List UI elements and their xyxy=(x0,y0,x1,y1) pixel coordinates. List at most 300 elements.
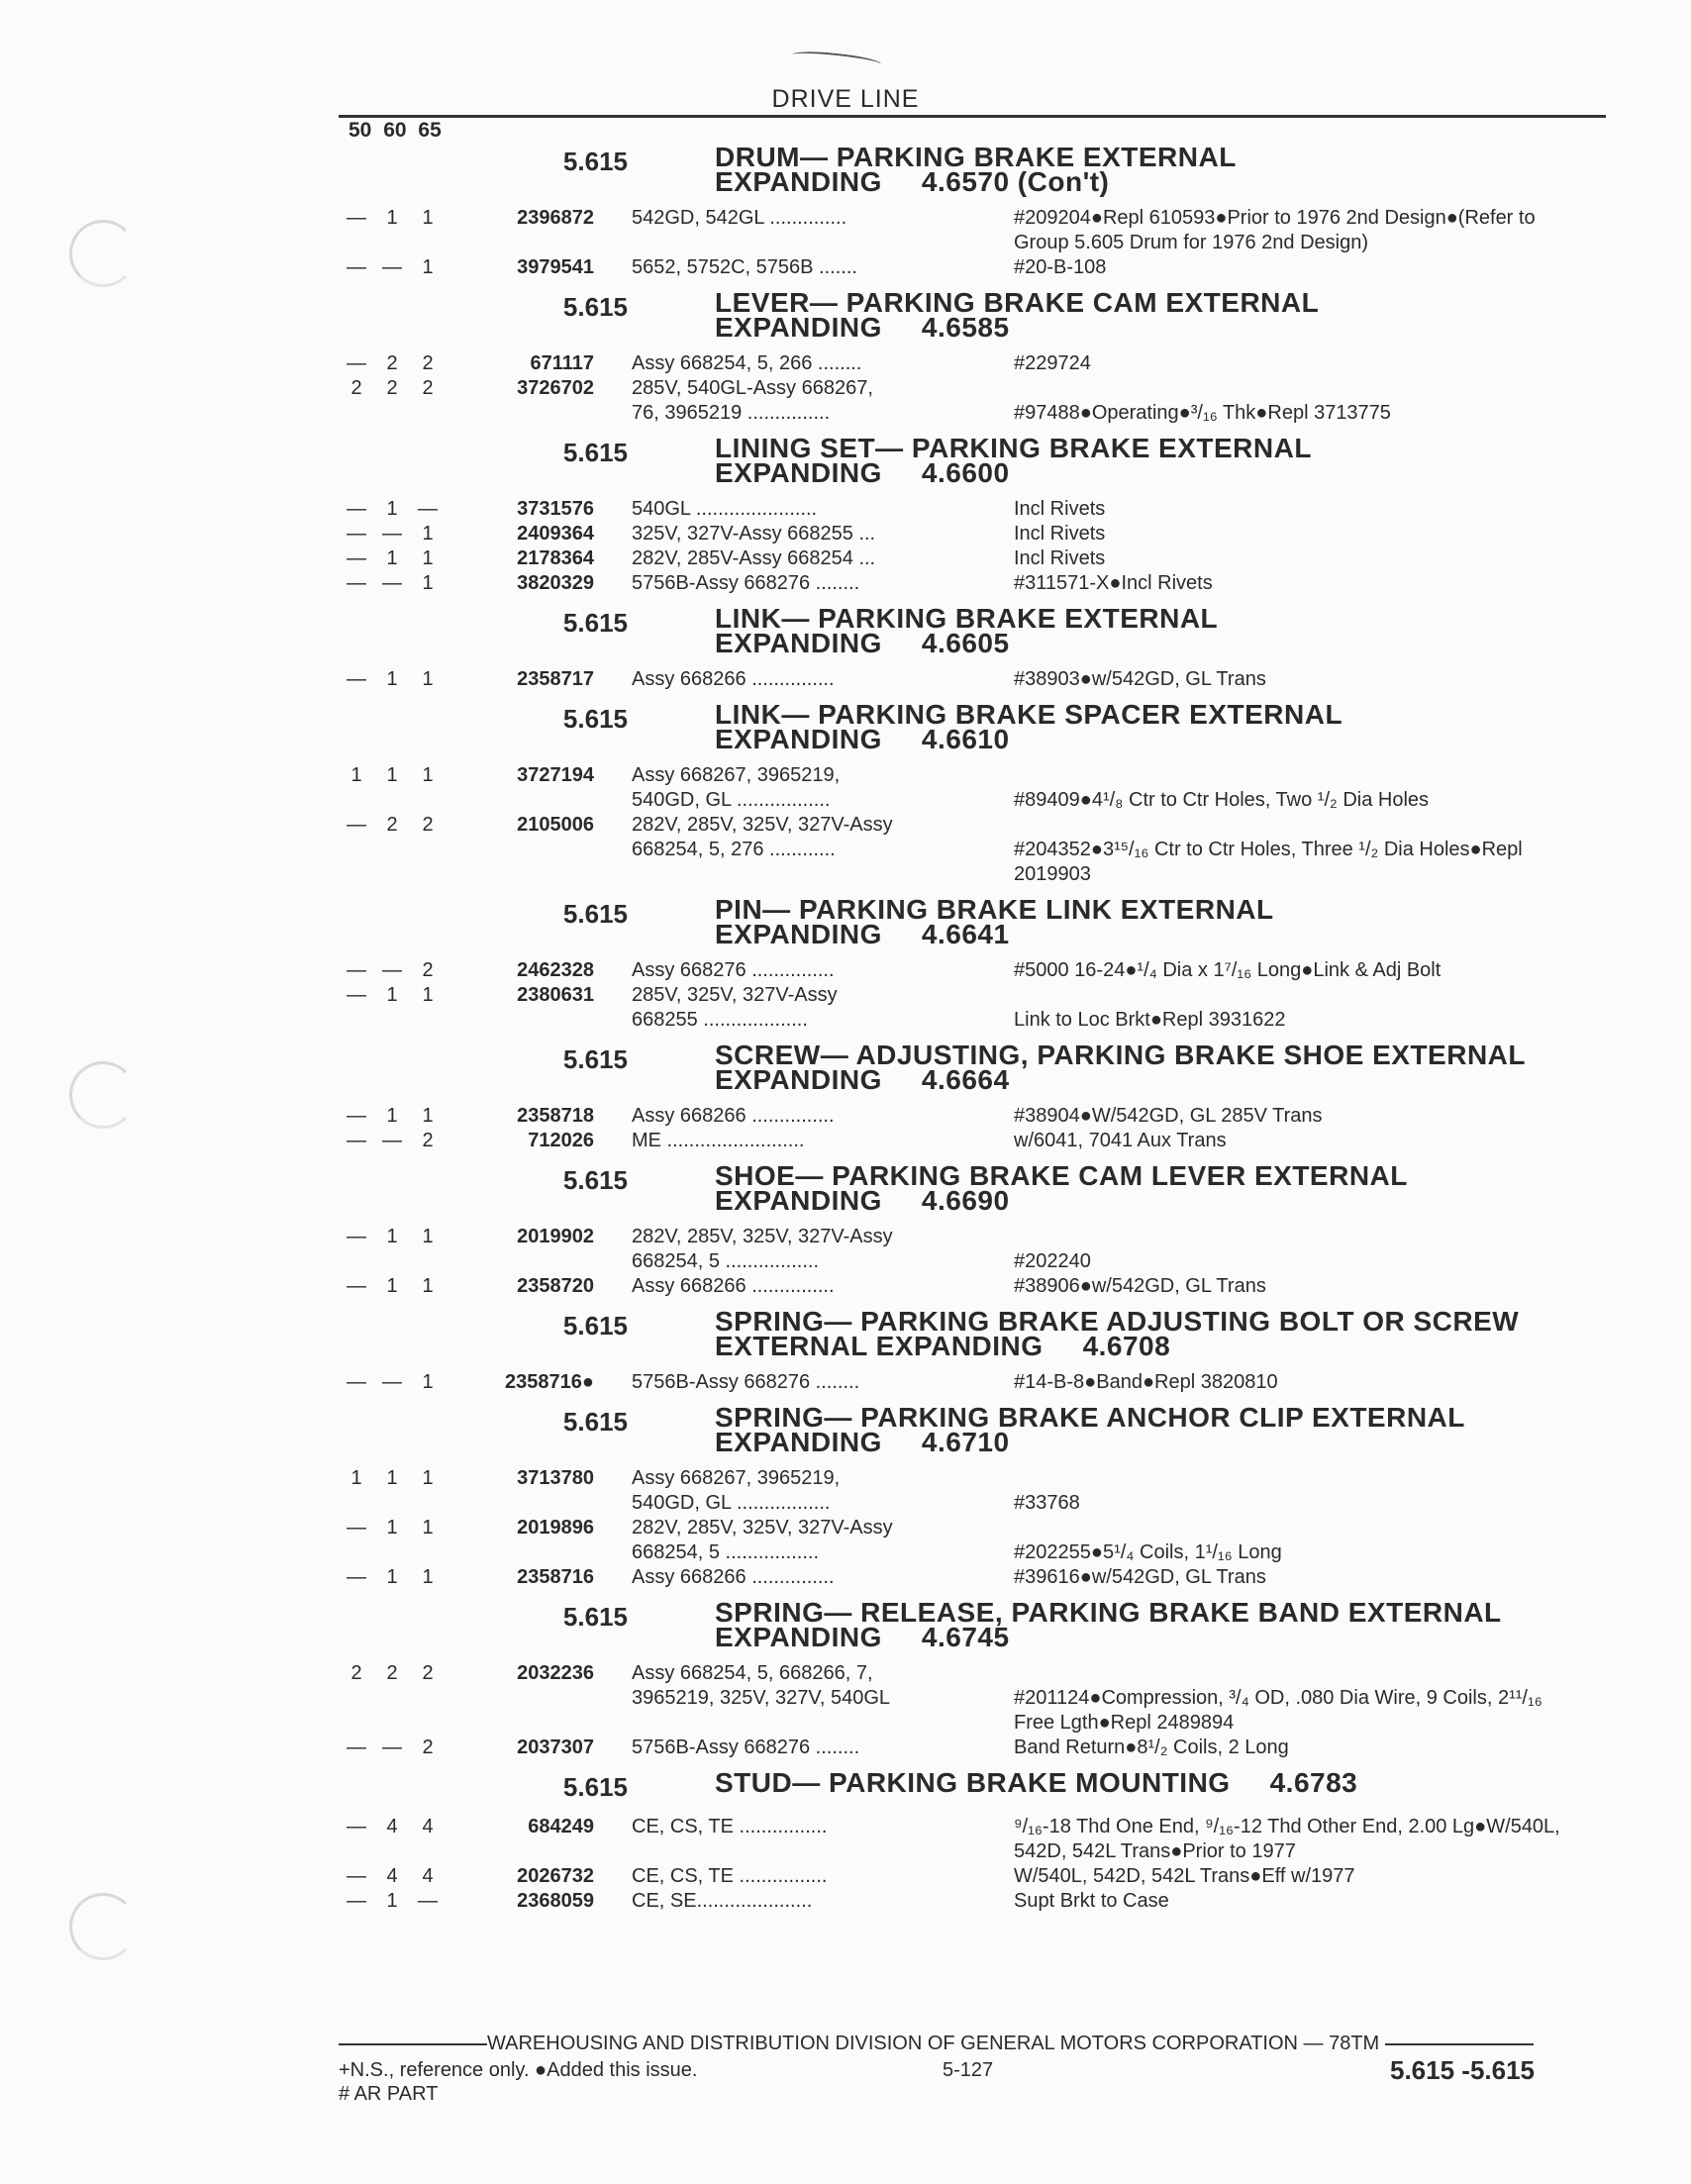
description: #201124●Compression, ³/₄ OD, .080 Dia Wire, 9 Coils, 2¹¹/₁₆ Free Lgth●Repl 2489894 xyxy=(1014,1687,1542,1734)
qty-65: 1 xyxy=(422,572,434,594)
parts-section xyxy=(339,287,1616,426)
part-row xyxy=(339,763,1616,813)
section-title-line1: DRUM— PARKING BRAKE EXTERNAL xyxy=(715,142,1237,172)
qty-50: — xyxy=(347,1371,366,1393)
description: #202240 xyxy=(1014,1250,1091,1272)
section-title-line1: LINK— PARKING BRAKE EXTERNAL xyxy=(715,603,1219,634)
qty-50: — xyxy=(347,1226,366,1247)
application: 282V, 285V-Assy 668254 ... xyxy=(632,547,876,569)
part-number: 2032236 xyxy=(517,1662,594,1684)
group-number: 5.615 xyxy=(562,1044,628,1074)
qty-50: — xyxy=(347,984,366,1006)
part-number: 2368059 xyxy=(517,1890,594,1912)
qty-65: 2 xyxy=(422,1662,434,1684)
part-row xyxy=(339,1661,1616,1736)
illustration-ref: 4.6610 xyxy=(921,724,1010,754)
parts-rows xyxy=(339,351,1616,426)
part-row xyxy=(339,1129,1616,1153)
qty-60: 1 xyxy=(386,984,398,1006)
parts-rows xyxy=(339,958,1616,1033)
section-title-line1: PIN— PARKING BRAKE LINK EXTERNAL xyxy=(715,894,1274,925)
section-title-line2 xyxy=(715,457,1312,488)
part-row xyxy=(339,1274,1616,1299)
section-title xyxy=(715,603,1219,658)
qty-65: 4 xyxy=(422,1865,434,1887)
section-header xyxy=(339,1306,1616,1361)
qty-60: 1 xyxy=(386,1467,398,1489)
part-row xyxy=(339,1889,1616,1914)
qty-60: 1 xyxy=(386,764,398,786)
section-title-line1: LINK— PARKING BRAKE SPACER EXTERNAL xyxy=(715,699,1343,730)
part-number: 2358717 xyxy=(517,668,594,690)
description: #97488●Operating●³/₁₆ Thk●Repl 3713775 xyxy=(1014,402,1391,424)
parts-rows xyxy=(339,1225,1616,1299)
section-title-line2-text: EXPANDING xyxy=(715,457,882,488)
part-row xyxy=(339,813,1616,887)
group-number: 5.615 xyxy=(562,147,628,176)
section-title-line1: SPRING— PARKING BRAKE ADJUSTING BOLT OR SCREW xyxy=(715,1306,1520,1337)
section-title-line2-text: EXPANDING xyxy=(715,1427,882,1457)
qty-60: 1 xyxy=(386,547,398,569)
description: #209204●Repl 610593●Prior to 1976 2nd Design●(Refer to Group 5.605 Drum for 1976 2nd Design) xyxy=(1014,207,1542,253)
part-row xyxy=(339,1516,1616,1565)
illustration-ref: 4.6570 (Con't) xyxy=(921,166,1110,197)
qty-50: — xyxy=(347,1275,366,1297)
illustration-ref: 4.6690 xyxy=(921,1185,1010,1216)
footer-rule-left xyxy=(339,2043,487,2045)
qty-65: — xyxy=(418,498,438,520)
parts-rows xyxy=(339,206,1616,280)
qty-50: — xyxy=(347,523,366,545)
illustration-ref: 4.6664 xyxy=(921,1064,1010,1095)
section-title-line2-text: EXPANDING xyxy=(715,724,882,754)
footer-note-ns: +N.S., reference only. ●Added this issue. xyxy=(339,2059,698,2081)
part-number: 2019902 xyxy=(517,1226,594,1247)
part-number: 2358716● xyxy=(505,1371,594,1393)
parts-section xyxy=(339,1767,1616,1914)
illustration-ref: 4.6600 xyxy=(921,457,1010,488)
qty-60: 2 xyxy=(386,352,398,374)
illustration-ref: 4.6708 xyxy=(1082,1331,1171,1361)
illustration-ref: 4.6585 xyxy=(921,312,1010,343)
qty-65: 1 xyxy=(422,1467,434,1489)
description: #5000 16-24●¹/₄ Dia x 1⁷/₁₆ Long●Link & Adj Bolt xyxy=(1014,959,1442,981)
application: CE, CS, TE ................ xyxy=(632,1865,828,1887)
section-header xyxy=(339,433,1616,488)
qty-65: 1 xyxy=(422,1371,434,1393)
part-row xyxy=(339,1815,1616,1864)
section-title-line2 xyxy=(715,1064,1526,1095)
section-title-line1: LINING SET— PARKING BRAKE EXTERNAL xyxy=(715,433,1312,463)
description: #39616●w/542GD, GL Trans xyxy=(1014,1566,1266,1588)
qty-60: — xyxy=(382,1737,402,1758)
qty-50: — xyxy=(347,256,366,278)
section-header xyxy=(339,287,1616,343)
description: #38906●w/542GD, GL Trans xyxy=(1014,1275,1266,1297)
qty-65: 1 xyxy=(422,1275,434,1297)
page-title: DRIVE LINE xyxy=(771,85,920,113)
illustration-ref: 4.6745 xyxy=(921,1622,1010,1652)
binder-hole xyxy=(69,220,137,287)
description: Link to Loc Brkt●Repl 3931622 xyxy=(1014,1009,1286,1031)
footer-note-ar: # AR PART xyxy=(339,2083,439,2105)
part-row xyxy=(339,1565,1616,1590)
group-number: 5.615 xyxy=(562,608,628,638)
illustration-ref: 4.6605 xyxy=(921,628,1010,658)
section-title-line2-text: EXPANDING xyxy=(715,919,882,949)
description: #20-B-108 xyxy=(1014,256,1107,278)
qty-50: — xyxy=(347,1865,366,1887)
part-number: 2409364 xyxy=(517,523,594,545)
part-number: 3727194 xyxy=(517,764,594,786)
description: #202255●5¹/₄ Coils, 1¹/₁₆ Long xyxy=(1014,1541,1282,1563)
parts-rows xyxy=(339,1466,1616,1590)
parts-section xyxy=(339,142,1616,280)
part-row xyxy=(339,571,1616,596)
part-row xyxy=(339,1864,1616,1889)
description: #14-B-8●Band●Repl 3820810 xyxy=(1014,1371,1278,1393)
part-row xyxy=(339,351,1616,376)
application: 325V, 327V-Assy 668255 ... xyxy=(632,523,876,545)
parts-rows xyxy=(339,497,1616,596)
part-row xyxy=(339,522,1616,546)
section-title-line2 xyxy=(715,1622,1502,1652)
qty-60: — xyxy=(382,256,402,278)
parts-section xyxy=(339,1306,1616,1395)
part-row xyxy=(339,497,1616,522)
part-number: 3979541 xyxy=(517,256,594,278)
section-title-line1: SPRING— RELEASE, PARKING BRAKE BAND EXTERNAL xyxy=(715,1597,1502,1628)
qty-60: — xyxy=(382,572,402,594)
qty-65: 1 xyxy=(422,984,434,1006)
part-row xyxy=(339,1225,1616,1274)
section-title xyxy=(715,433,1312,488)
qty-60: 4 xyxy=(386,1816,398,1837)
parts-section xyxy=(339,1160,1616,1299)
application: Assy 668266 ............... xyxy=(632,1566,835,1588)
section-title xyxy=(715,287,1320,343)
parts-list xyxy=(339,142,1616,1924)
qty-60: — xyxy=(382,1371,402,1393)
qty-65: 2 xyxy=(422,814,434,836)
binder-hole xyxy=(69,1061,137,1129)
qty-50: — xyxy=(347,959,366,981)
group-number: 5.615 xyxy=(562,1602,628,1632)
qty-50: — xyxy=(347,547,366,569)
qty-60: 1 xyxy=(386,1517,398,1539)
group-number: 5.615 xyxy=(562,1165,628,1195)
section-title-line2-text: EXTERNAL EXPANDING xyxy=(715,1331,1044,1361)
section-title xyxy=(715,142,1237,197)
part-number: 2105006 xyxy=(517,814,594,836)
qty-50: — xyxy=(347,1517,366,1539)
part-number: 684249 xyxy=(528,1816,594,1837)
section-header xyxy=(339,1767,1616,1803)
qty-50: 1 xyxy=(350,1467,362,1489)
qty-65: 1 xyxy=(422,1566,434,1588)
part-number: 712026 xyxy=(528,1130,594,1151)
qty-50: — xyxy=(347,1816,366,1837)
qty-50: — xyxy=(347,668,366,690)
part-number: 2358720 xyxy=(517,1275,594,1297)
parts-rows xyxy=(339,763,1616,887)
qty-50: — xyxy=(347,1566,366,1588)
section-title-line2 xyxy=(715,312,1319,343)
group-number: 5.615 xyxy=(562,292,628,322)
application: 282V, 285V, 325V, 327V-Assy 668254, 5 ................. xyxy=(632,1226,893,1272)
application: 542GD, 542GL .............. xyxy=(632,207,847,229)
part-row xyxy=(339,1466,1616,1516)
section-title-line1: SCREW— ADJUSTING, PARKING BRAKE SHOE EXTERNAL xyxy=(715,1040,1526,1070)
header-rule xyxy=(339,115,1606,118)
section-header xyxy=(339,699,1616,754)
group-number: 5.615 xyxy=(562,899,628,929)
qty-50: — xyxy=(347,498,366,520)
section-title-line2 xyxy=(715,724,1343,754)
qty-65: 1 xyxy=(422,256,434,278)
section-title-line1: LEVER— PARKING BRAKE CAM EXTERNAL xyxy=(715,287,1320,318)
pen-mark xyxy=(792,49,882,69)
page-number: 5-127 xyxy=(943,2059,994,2081)
description: #38903●w/542GD, GL Trans xyxy=(1014,668,1266,690)
application: Assy 668254, 5, 266 ........ xyxy=(632,352,862,374)
qty-65: 2 xyxy=(422,1130,434,1151)
qty-50: — xyxy=(347,1105,366,1127)
qty-65: 2 xyxy=(422,377,434,399)
section-header xyxy=(339,894,1616,949)
parts-rows xyxy=(339,1370,1616,1395)
qty-60: 4 xyxy=(386,1865,398,1887)
section-header xyxy=(339,1597,1616,1652)
footer-division xyxy=(339,2033,1534,2055)
qty-65: 2 xyxy=(422,959,434,981)
part-row xyxy=(339,1736,1616,1760)
section-title-line2-text: EXPANDING xyxy=(715,628,882,658)
qty-50: — xyxy=(347,814,366,836)
application: 5652, 5752C, 5756B ....... xyxy=(632,256,857,278)
group-number: 5.615 xyxy=(562,1311,628,1340)
description: #204352●3¹⁵/₁₆ Ctr to Ctr Holes, Three ¹/₂ Dia Holes●Repl 2019903 xyxy=(1014,839,1523,885)
illustration-ref: 4.6641 xyxy=(921,919,1010,949)
group-number: 5.615 xyxy=(562,438,628,467)
qty-65: 1 xyxy=(422,668,434,690)
part-number: 3726702 xyxy=(517,377,594,399)
section-title-line2 xyxy=(715,628,1218,658)
section-title-line2-text: EXPANDING xyxy=(715,1064,882,1095)
qty-65: 1 xyxy=(422,547,434,569)
parts-rows xyxy=(339,1104,1616,1153)
qty-65: 2 xyxy=(422,1737,434,1758)
section-title-line1: SPRING— PARKING BRAKE ANCHOR CLIP EXTERNAL xyxy=(715,1402,1465,1433)
part-row xyxy=(339,983,1616,1033)
part-number: 3731576 xyxy=(517,498,594,520)
part-number: 2037307 xyxy=(517,1737,594,1758)
qty-50: — xyxy=(347,572,366,594)
application: 5756B-Assy 668276 ........ xyxy=(632,1371,860,1393)
description: Supt Brkt to Case xyxy=(1014,1890,1169,1912)
qty-60: — xyxy=(382,1130,402,1151)
section-title xyxy=(715,1306,1520,1361)
section-title xyxy=(715,1597,1502,1652)
footer-division-text: WAREHOUSING AND DISTRIBUTION DIVISION OF GENERAL MOTORS CORPORATION — 78TM xyxy=(487,2033,1380,2054)
qty-60: 1 xyxy=(386,1226,398,1247)
qty-60: 1 xyxy=(386,207,398,229)
section-title-line2 xyxy=(715,919,1274,949)
part-number: 2178364 xyxy=(517,547,594,569)
application: Assy 668267, 3965219, 540GD, GL ................. xyxy=(632,764,841,811)
parts-rows xyxy=(339,667,1616,692)
group-number: 5.615 xyxy=(562,704,628,734)
section-title xyxy=(715,1767,1358,1798)
description: Incl Rivets xyxy=(1014,523,1106,545)
description: #89409●4¹/₈ Ctr to Ctr Holes, Two ¹/₂ Dia Holes xyxy=(1014,789,1430,811)
qty-50: — xyxy=(347,1737,366,1758)
description: #38904●W/542GD, GL 285V Trans xyxy=(1014,1105,1323,1127)
application: Assy 668266 ............... xyxy=(632,1105,835,1127)
part-row xyxy=(339,958,1616,983)
description: w/6041, 7041 Aux Trans xyxy=(1014,1130,1227,1151)
parts-section xyxy=(339,699,1616,887)
group-number: 5.615 xyxy=(562,1407,628,1437)
section-title xyxy=(715,1160,1408,1216)
section-title xyxy=(715,699,1343,754)
part-row xyxy=(339,206,1616,255)
application: 285V, 540GL-Assy 668267, 76, 3965219 ............... xyxy=(632,377,873,424)
qty-65: — xyxy=(418,1890,438,1912)
part-number: 2019896 xyxy=(517,1517,594,1539)
qty-50: 2 xyxy=(350,1662,362,1684)
page-range: 5.615 -5.615 xyxy=(1390,2055,1536,2085)
application: 285V, 325V, 327V-Assy 668255 ................... xyxy=(632,984,838,1031)
section-header xyxy=(339,142,1616,197)
part-number: 2358718 xyxy=(517,1105,594,1127)
qty-65: 1 xyxy=(422,764,434,786)
application: ME ......................... xyxy=(632,1130,805,1151)
parts-section xyxy=(339,894,1616,1033)
part-row xyxy=(339,667,1616,692)
qty-50: — xyxy=(347,207,366,229)
description: Incl Rivets xyxy=(1014,547,1106,569)
part-number: 2462328 xyxy=(517,959,594,981)
qty-65: 1 xyxy=(422,207,434,229)
part-number: 2026732 xyxy=(517,1865,594,1887)
application: 540GL ...................... xyxy=(632,498,818,520)
binder-hole xyxy=(69,1893,137,1960)
qty-60: 1 xyxy=(386,1275,398,1297)
parts-rows xyxy=(339,1661,1616,1760)
part-number: 671117 xyxy=(530,352,594,374)
section-header xyxy=(339,1402,1616,1457)
qty-50: — xyxy=(347,1130,366,1151)
section-title xyxy=(715,1040,1526,1095)
qty-65: 1 xyxy=(422,1105,434,1127)
application: Assy 668276 ............... xyxy=(632,959,835,981)
application: Assy 668266 ............... xyxy=(632,1275,835,1297)
description: Incl Rivets xyxy=(1014,498,1106,520)
qty-65: 1 xyxy=(422,523,434,545)
section-header xyxy=(339,1160,1616,1216)
part-row xyxy=(339,1370,1616,1395)
footer-rule-right xyxy=(1385,2043,1534,2045)
parts-rows xyxy=(339,1815,1616,1914)
section-title-line2-text: EXPANDING xyxy=(715,166,882,197)
parts-section xyxy=(339,1402,1616,1590)
section-title-line2 xyxy=(715,166,1237,197)
application: CE, CS, TE ................ xyxy=(632,1816,828,1837)
part-number: 3820329 xyxy=(517,572,594,594)
qty-60: 2 xyxy=(386,1662,398,1684)
qty-60: 1 xyxy=(386,1566,398,1588)
application: Assy 668266 ............... xyxy=(632,668,835,690)
description: #311571-X●Incl Rivets xyxy=(1014,572,1213,594)
qty-60: — xyxy=(382,959,402,981)
application: 282V, 285V, 325V, 327V-Assy 668254, 5, 276 ............ xyxy=(632,814,893,860)
qty-50: 1 xyxy=(350,764,362,786)
qty-60: 2 xyxy=(386,814,398,836)
section-title-line2 xyxy=(715,1427,1465,1457)
qty-65: 4 xyxy=(422,1816,434,1837)
description: #33768 xyxy=(1014,1492,1080,1514)
section-title-line1: SHOE— PARKING BRAKE CAM LEVER EXTERNAL xyxy=(715,1160,1408,1191)
illustration-ref: 4.6783 xyxy=(1269,1767,1358,1798)
section-header xyxy=(339,1040,1616,1095)
qty-60: 1 xyxy=(386,668,398,690)
qty-60: 1 xyxy=(386,1890,398,1912)
part-number: 2380631 xyxy=(517,984,594,1006)
application: 5756B-Assy 668276 ........ xyxy=(632,572,860,594)
section-title xyxy=(715,894,1274,949)
part-row xyxy=(339,376,1616,426)
application: 5756B-Assy 668276 ........ xyxy=(632,1737,860,1758)
qty-60: 1 xyxy=(386,1105,398,1127)
illustration-ref: 4.6710 xyxy=(921,1427,1010,1457)
parts-section xyxy=(339,603,1616,692)
section-title-line2 xyxy=(715,1185,1408,1216)
qty-60: 2 xyxy=(386,377,398,399)
application: 282V, 285V, 325V, 327V-Assy 668254, 5 ................. xyxy=(632,1517,893,1563)
section-title xyxy=(715,1402,1465,1457)
part-number: 3713780 xyxy=(517,1467,594,1489)
section-title-line2-text: EXPANDING xyxy=(715,1622,882,1652)
section-title-line2-text: EXPANDING xyxy=(715,312,882,343)
section-title-line1: STUD— PARKING BRAKE MOUNTING xyxy=(715,1767,1231,1798)
qty-50: — xyxy=(347,1890,366,1912)
part-row xyxy=(339,255,1616,280)
application: CE, SE..................... xyxy=(632,1890,813,1912)
description: Band Return●8¹/₂ Coils, 2 Long xyxy=(1014,1737,1289,1758)
description: W/540L, 542D, 542L Trans●Eff w/1977 xyxy=(1014,1865,1355,1887)
qty-65: 1 xyxy=(422,1226,434,1247)
group-number: 5.615 xyxy=(562,1772,628,1802)
section-title-line2-text: EXPANDING xyxy=(715,1185,882,1216)
qty-60: — xyxy=(382,523,402,545)
description: #229724 xyxy=(1014,352,1091,374)
qty-65: 2 xyxy=(422,352,434,374)
part-number: 2358716 xyxy=(517,1566,594,1588)
description: ⁹/₁₆-18 Thd One End, ⁹/₁₆-12 Thd Other End, 2.00 Lg●W/540L, 542D, 542L Trans●Prior to 1977 xyxy=(1014,1816,1566,1862)
section-header xyxy=(339,603,1616,658)
qty-60: 1 xyxy=(386,498,398,520)
parts-section xyxy=(339,1597,1616,1760)
parts-section xyxy=(339,433,1616,596)
part-row xyxy=(339,546,1616,571)
parts-section xyxy=(339,1042,1616,1153)
application: Assy 668254, 5, 668266, 7, 3965219, 325V, 327V, 540GL xyxy=(632,1662,890,1709)
application: Assy 668267, 3965219, 540GD, GL ................. xyxy=(632,1467,841,1514)
qty-50: 2 xyxy=(350,377,362,399)
quantity-column-headers: 50 60 65 xyxy=(348,119,442,142)
part-number: 2396872 xyxy=(517,207,594,229)
